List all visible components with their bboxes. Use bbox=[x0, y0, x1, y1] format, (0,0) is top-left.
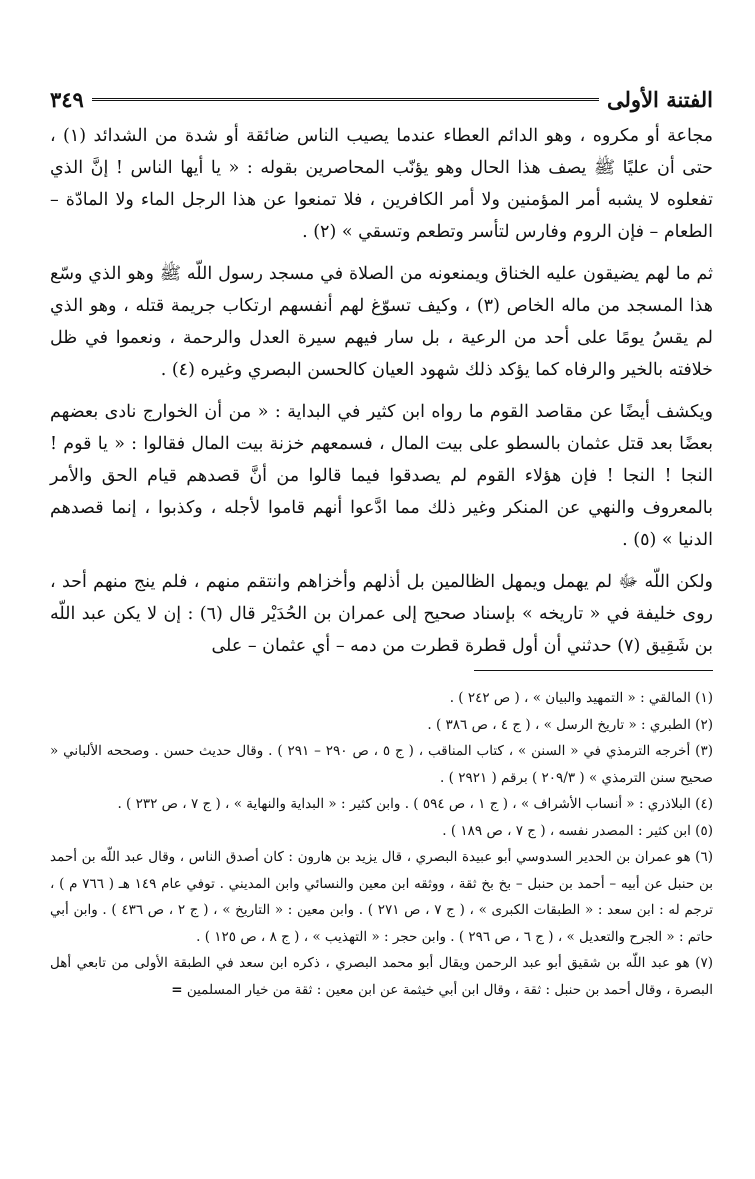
footnote-3: (٣) أخرجه الترمذي في « السنن » ، كتاب المناقب ، ( ج ٥ ، ص ٢٩٠ – ٢٩١ ) . وقال حديث حسن . وصححه الألباني « صحيح سنن الترمذي » ( ٢٠٩/٣ ) برقم ( ٢٩٢١ ) . bbox=[50, 743, 713, 786]
footnote-6: (٦) هو عمران بن الحدير السدوسي أبو عبيدة البصري ، قال يزيد بن هارون : كان أصدق الناس ، وقال عبد اللّه بن أحمد بن حنبل عن أبيه – أحمد بن حنبل – بخ بخ ثقة ، ووثقه ابن معين والنسائي وابن المديني . توفي عام ١٤٩ هـ ( ٧٦٦ م ) ، ترجم له : ابن سعد : « الطبقات الكبرى » ، ( ج ٧ ، ص ٢٧١ ) . وابن معين : « التاريخ » ، ( ج ٢ ، ص ٤٣٦ ) . وابن أبي حاتم : « الجرح والتعديل » ، ( ج ٦ ، ص ٢٩٦ ) . وابن حجر : « التهذيب » ، ( ج ٨ ، ص ١٢٥ ) . bbox=[50, 849, 714, 945]
paragraph-3: ويكشف أيضًا عن مقاصد القوم ما رواه ابن كثير في البداية : « من أن الخوارج نادى بعضهم بعضًا بعد قتل عثمان بالسطو على بيت المال ، فسمعهم خزنة بيت المال فقالوا : « يا قوم ! النجا ! النجا ! فإن هؤلاء القوم لم يصدقوا فيما قالوا من أنَّ قصدهم قيام الحق والأمر بالمعروف والنهي عن المنكر وغير ذلك مما ادَّعوا أنهم قاموا لأجله ، وكذبوا ، إنما قصدهم الدنيا » (٥) . bbox=[50, 402, 713, 550]
running-header bbox=[50, 82, 713, 116]
paragraph-4: ولكن اللّه ﷻ لم يهمل ويمهل الظالمين بل أذلهم وأخزاهم وانتقم منهم ، فلم ينج منهم أحد ، روى خليفة في « تاريخه » بإسناد صحيح إلى عمران بن الحُدَيْر قال (٦) : إن لا يكن عبد اللّه بن شَقِيق (٧) حدثني أن أول قطرة قطرت من دمه – أي عثمان – على bbox=[50, 572, 713, 656]
footnote-4: (٤) البلاذري : « أنساب الأشراف » ، ( ج ١ ، ص ٥٩٤ ) . وابن كثير : « البداية والنهاية » ، ( ج ٧ ، ص ٢٣٢ ) . bbox=[117, 796, 713, 812]
footnote-separator bbox=[474, 670, 713, 671]
page-number: ٣٤٩ bbox=[50, 86, 84, 112]
paragraph-1: مجاعة أو مكروه ، وهو الدائم العطاء عندما يصيب الناس ضائقة أو شدة من الشدائد (١) ، حتى أن عليًا ﷺ يصف هذا الحال وهو يؤنّب المحاصرين بقوله : « يا أيها الناس ! إنَّ الذي تفعلوه لا يشبه أمر المؤمنين ولا أمر الكافرين ، فلا تمنعوا عن هذا الرجل الماء ولا المادّة – الطعام – فإن الروم وفارس لتأسر وتطعم وتسقي » (٢) . bbox=[50, 126, 713, 242]
chapter-title: الفتنة الأولى bbox=[607, 86, 713, 112]
footnote-7-text: (٧) هو عبد اللّه بن شقيق أبو عبد الرحمن ويقال أبو محمد البصري ، ذكره ابن سعد في الطبقة الأولى من تابعي أهل البصرة ، وقال أحمد بن حنبل : ثقة ، وقال ابن أبي خيثمة عن ابن معين : ثقة من خيار المسلمين bbox=[50, 955, 713, 998]
footnote-1: (١) المالقي : « التمهيد والبيان » ، ( ص ٢٤٢ ) . bbox=[449, 690, 713, 706]
footnote-2: (٢) الطبري : « تاريخ الرسل » ، ( ج ٤ ، ص ٣٨٦ ) . bbox=[427, 716, 713, 733]
paragraph-2: ثم ما لهم يضيقون عليه الخناق ويمنعونه من الصلاة في مسجد رسول اللّه ﷺ وهو الذي وسّع هذا المسجد من ماله الخاص (٣) ، وكيف تسوّغ لهم أنفسهم ارتكاب جريمة قتله ، وهو الذي لم يقسُ يومًا على أحد من الرعية ، بل سار فيهم سيرة العدل والرحمة ، ونعموا في ظل خلافته بالخير والرفاه كما يؤكد ذلك شهود العيان كالحسن البصري وغيره (٤) . bbox=[50, 264, 714, 380]
continuation-mark: = bbox=[171, 981, 183, 998]
footnotes bbox=[50, 685, 713, 1003]
main-text bbox=[50, 120, 713, 662]
footnote-5: (٥) ابن كثير : المصدر نفسه ، ( ج ٧ ، ص ١٨٩ ) . bbox=[442, 822, 713, 839]
header-rule bbox=[92, 98, 599, 101]
footnote-7 bbox=[50, 950, 713, 1003]
